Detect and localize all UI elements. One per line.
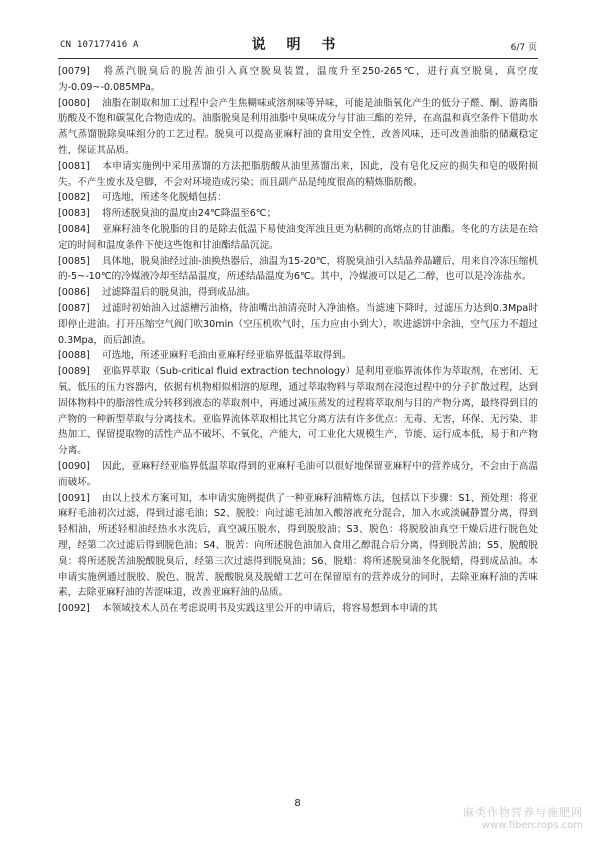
paragraph-number: [0079] [58, 66, 90, 77]
patent-number: CN 107177416 A [60, 40, 139, 50]
header-rule [58, 58, 538, 59]
paragraph-number: [0082] [58, 192, 90, 204]
paragraph [58, 96, 538, 159]
paragraph-number: [0087] [58, 302, 90, 314]
paragraph [58, 601, 538, 617]
paragraph-text: 具体地，脱臭油经过油-油换热器后，油温为15-20℃，将脱臭油引入结晶养晶罐后，用来自冷冻压缩机的-5~-10℃的冷媒液冷却至结晶温度，所述结晶温度为6℃。其中，冷媒液可以是乙二醇，也可以是冷冻盐水。 [58, 255, 538, 283]
paragraph-number: [0086] [58, 287, 90, 299]
paragraph-number: [0091] [58, 492, 90, 504]
paragraph-number: [0081] [58, 160, 90, 172]
paragraph-text: 过滤时初始油入过滤槽污油格，待油嘴出油清亮时入净油格。当滤速下降时，过滤压力达到0.3Mpa时即停止进油。打开压缩空气阀门吹30min（空压机吹气时，压力应由小到大），吹进滤饼中余油，空气压力不超过0.3Mpa，而后卸渣。 [58, 302, 538, 346]
paragraph [58, 459, 538, 491]
watermark-url: www.fibercrops.com [481, 820, 583, 831]
paragraph-text: 油脂在制取和加工过程中会产生焦糊味或溶剂味等异味，可能是油脂氧化产生的低分子醛、酮、游离脂肪酸及不饱和碳氢化合物造成的。油脂脱臭是利用油脂中臭味成分与甘油三酯的差异，在高温和真空条件下借助水蒸气蒸馏脱除臭味组分的工艺过程。脱臭可以提高亚麻籽油的食用安全性，改善风味，还可改善油脂的储藏稳定性，保证其品质。 [58, 97, 538, 156]
paragraph-number: [0080] [58, 97, 90, 109]
paragraph-number: [0092] [58, 603, 90, 615]
paragraph [58, 159, 538, 191]
page-header [0, 0, 595, 64]
page-number: 8 [294, 798, 301, 809]
paragraph-text: 将蒸汽脱臭后的脱苦油引入真空脱臭装置，温度升至250-265℃，进行真空脱臭，真空度为-0.09~-0.085MPa。 [58, 66, 538, 93]
paragraph-number: [0089] [58, 366, 90, 378]
document-title: 说 明 书 [251, 37, 344, 53]
paragraph-text: 可选地，所述亚麻籽毛油由亚麻籽经亚临界低温萃取得到。 [102, 350, 352, 362]
paragraph-text: 过滤降温后的脱臭油，得到成品油。 [102, 287, 256, 299]
paragraph [58, 364, 538, 459]
site-watermark [463, 806, 583, 832]
paragraph [58, 190, 538, 206]
paragraph [58, 301, 538, 348]
paragraph-text: 本申请实施例中采用蒸馏的方法把脂肪酸从油里蒸馏出来，因此，没有皂化反应的损失和皂的吸附损失。不产生废水及皂脚，不会对环境造成污染；而且副产品是纯度很高的精炼脂肪酸。 [58, 160, 538, 188]
document-body [58, 64, 538, 617]
paragraph [58, 254, 538, 286]
paragraph-text: 亚临界萃取（Sub-critical fluid extraction technology）是利用亚临界流体作为萃取剂，在密闭、无氧、低压的压力容器内，依据有机物相似相溶的原理，通过萃取物料与萃取剂在浸泡过程中的分子扩散过程，达到固体物料中的脂溶性成分转移到液态的萃取剂中，再通过减压蒸发的过程将萃取剂与目的产物分离，最终得到目的产物的一种新型萃取与分离技术。亚临界流体萃取相比其它分离方法有许多优点：无毒、无害，环保、无污染、非热加工、保留提取物的活性产品不破坏、不氧化，产能大，可工业化大规模生产，节能、运行成本低，易于和产物分离。 [58, 366, 538, 457]
paragraph-text: 亚麻籽油冬化脱脂的目的是除去低温下易使油变浑浊且更为粘稠的高熔点的甘油酯。冬化的方法是在给定的时间和温度条件下使这些饱和甘油酯结晶沉淀。 [58, 223, 538, 251]
paragraph-number: [0084] [58, 223, 90, 235]
paragraph [58, 348, 538, 364]
paragraph-number: [0090] [58, 460, 90, 472]
paragraph-number: [0083] [58, 208, 90, 220]
paragraph-text: 因此，亚麻籽经亚临界低温萃取得到的亚麻籽毛油可以很好地保留亚麻籽中的营养成分，不会由于高温而破坏。 [58, 460, 538, 488]
paragraph [58, 285, 538, 301]
paragraph-text: 本领域技术人员在考虑说明书及实践这里公开的申请后，将容易想到本申请的其 [102, 603, 438, 615]
paragraph [58, 206, 538, 222]
paragraph [58, 64, 538, 96]
paragraph [58, 222, 538, 254]
watermark-name: 麻类作物营养与施肥网 [463, 806, 583, 819]
paragraph-number: [0085] [58, 255, 90, 267]
paragraph-text: 将所述脱臭油的温度由24℃降温至6℃； [102, 208, 277, 220]
paragraph-text: 可选地，所述冬化脱蜡包括： [102, 192, 227, 204]
page-indicator: 6/7 页 [510, 43, 537, 53]
paragraph [58, 491, 538, 602]
paragraph-number: [0088] [58, 350, 90, 362]
paragraph-text: 由以上技术方案可知，本申请实施例提供了一种亚麻籽油精炼方法，包括以下步骤：S1、预处理：将亚麻籽毛油初次过滤，得到过滤毛油；S2、脱胶：向过滤毛油加入酸溶液充分混合，加入水或淡碱静置分离，得到轻相油，所述轻相油经热水水洗后，真空减压脱水，得到脱胶油；S3、脱色：将脱胶油真空干燥后进行脱色处理，经第二次过滤后得到脱色油；S4、脱苦：向所述脱色油加入食用乙醇混合后分离，得到脱苦油；S5、脱酸脱臭：将所述脱苦油脱酸脱臭后，经第三次过滤得到脱臭油；S6、脱蜡：将所述脱臭油冬化脱蜡，得到成品油。本申请实施例通过脱胶、脱色、脱苦、脱酸脱臭及脱蜡工艺可在保留原有的营养成分的同时，去除亚麻籽油的苦味素，去除亚麻籽油的苦涩味道，改善亚麻籽油的品质。 [58, 492, 538, 599]
